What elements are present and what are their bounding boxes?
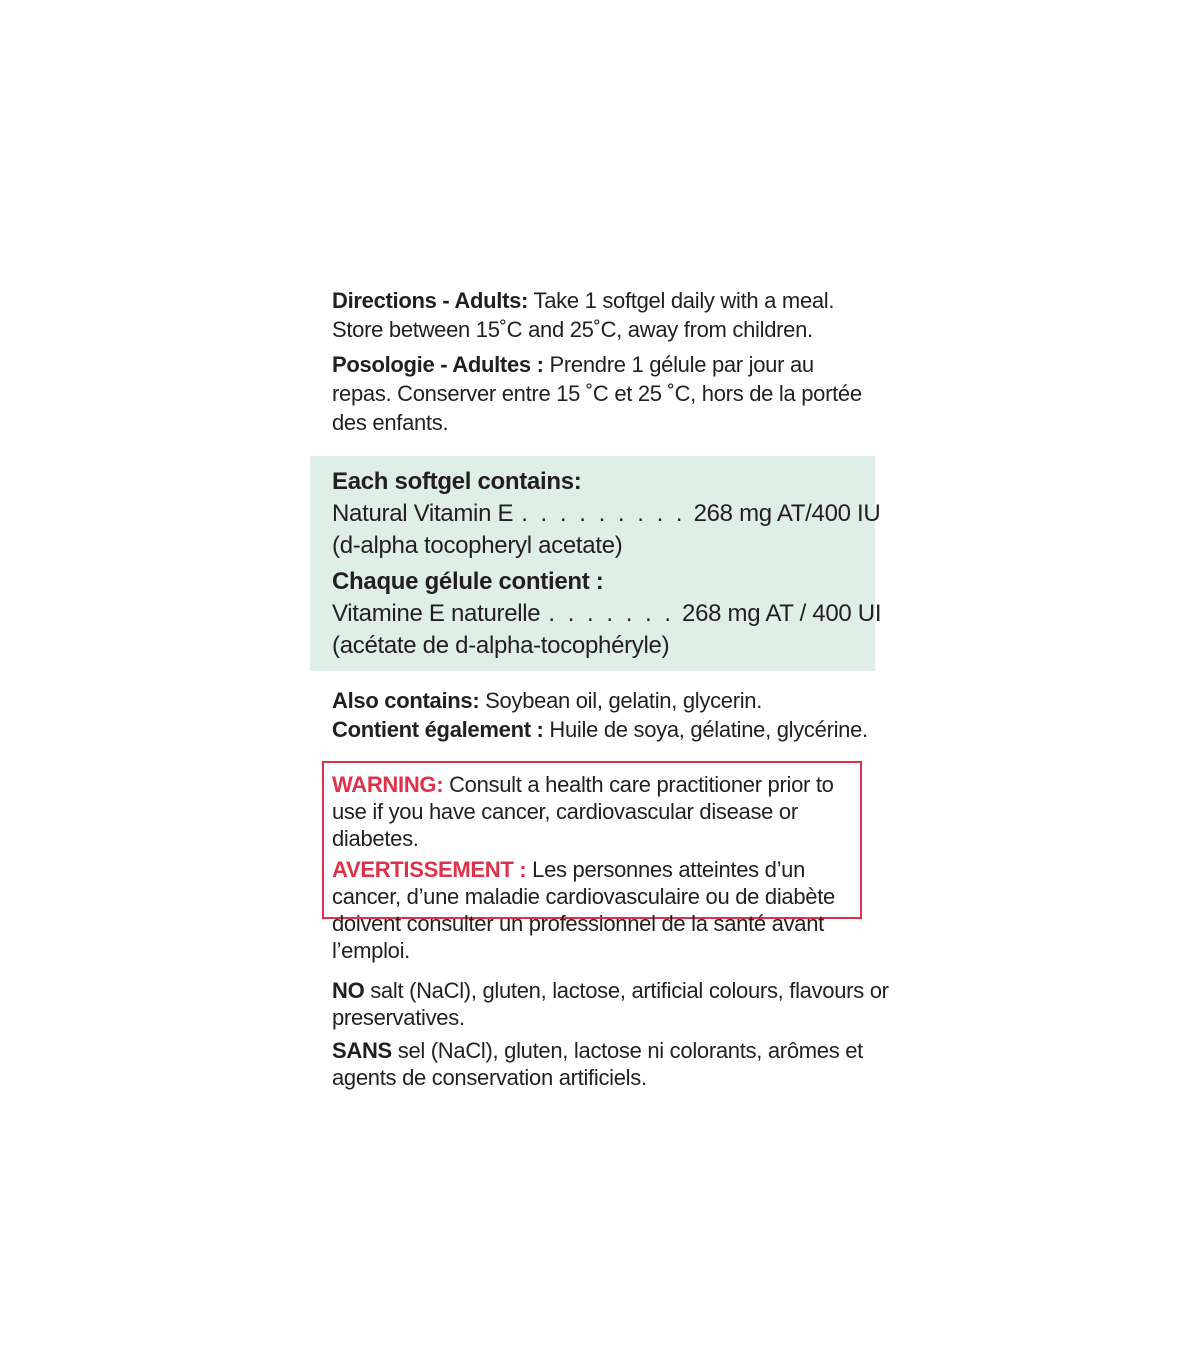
warning-fr bbox=[332, 856, 852, 964]
free-from-en-text: salt (NaCl), gluten, lactose, artificial colours, flavours or preservatives. bbox=[332, 978, 889, 1030]
ingredient-row-fr bbox=[332, 598, 882, 630]
directions-en-label: Directions - Adults: bbox=[332, 288, 529, 313]
ingredients-fr-heading: Chaque gélule contient : bbox=[332, 568, 604, 595]
directions-fr bbox=[332, 350, 875, 437]
directions-en bbox=[332, 286, 875, 344]
also-contains-en-text: Soybean oil, gelatin, glycerin. bbox=[479, 688, 763, 713]
ingredient-fr-amount: 268 mg AT / 400 UI bbox=[682, 600, 882, 627]
free-from-fr bbox=[332, 1037, 892, 1091]
warning-en bbox=[332, 771, 852, 852]
ingredient-en-name: Natural Vitamin E bbox=[332, 500, 514, 527]
warning-fr-text: Les personnes atteintes d’un cancer, d’une maladie cardiovasculaire ou de diabète doivent consulter un professionnel de la santé avant l’emploi. bbox=[332, 857, 835, 963]
warning-en-label: WARNING: bbox=[332, 772, 444, 797]
ingredient-en-amount: 268 mg AT/400 IU bbox=[693, 500, 881, 527]
free-from-fr-text: sel (NaCl), gluten, lactose ni colorants, arômes et agents de conservation artificiels. bbox=[332, 1038, 863, 1090]
free-from-section bbox=[332, 977, 892, 1091]
ingredients-en-heading: Each softgel contains: bbox=[332, 468, 582, 495]
also-contains-en bbox=[332, 686, 892, 715]
ingredient-fr-name: Vitamine E naturelle bbox=[332, 600, 541, 627]
also-contains-section bbox=[332, 686, 892, 744]
ingredient-en-dots: . . . . . . . . . bbox=[521, 500, 686, 527]
directions-section bbox=[310, 280, 875, 437]
warning-fr-label: AVERTISSEMENT : bbox=[332, 857, 527, 882]
free-from-fr-label: SANS bbox=[332, 1038, 392, 1063]
free-from-en-label: NO bbox=[332, 978, 365, 1003]
ingredient-en-note: (d-alpha tocopheryl acetate) bbox=[332, 532, 623, 559]
also-contains-fr-text: Huile de soya, gélatine, glycérine. bbox=[543, 717, 868, 742]
warning-en-text: Consult a health care practitioner prior to use if you have cancer, cardiovascular disease or diabetes. bbox=[332, 772, 834, 851]
free-from-en bbox=[332, 977, 892, 1031]
ingredient-fr-note: (acétate de d-alpha-tocophéryle) bbox=[332, 632, 670, 659]
also-contains-en-label: Also contains: bbox=[332, 688, 480, 713]
also-contains-fr bbox=[332, 715, 892, 744]
warning-box bbox=[322, 761, 862, 963]
ingredient-row-en bbox=[332, 498, 881, 530]
directions-fr-text: Prendre 1 gélule par jour au repas. Conserver entre 15 ˚C et 25 ˚C, hors de la portée des enfants. bbox=[332, 352, 862, 435]
ingredient-fr-dots: . . . . . . . bbox=[548, 600, 675, 627]
directions-en-text: Take 1 softgel daily with a meal. Store between 15˚C and 25˚C, away from children. bbox=[332, 288, 835, 342]
directions-fr-label: Posologie - Adultes : bbox=[332, 352, 544, 377]
ingredients-panel bbox=[310, 456, 882, 671]
also-contains-fr-label: Contient également : bbox=[332, 717, 544, 742]
